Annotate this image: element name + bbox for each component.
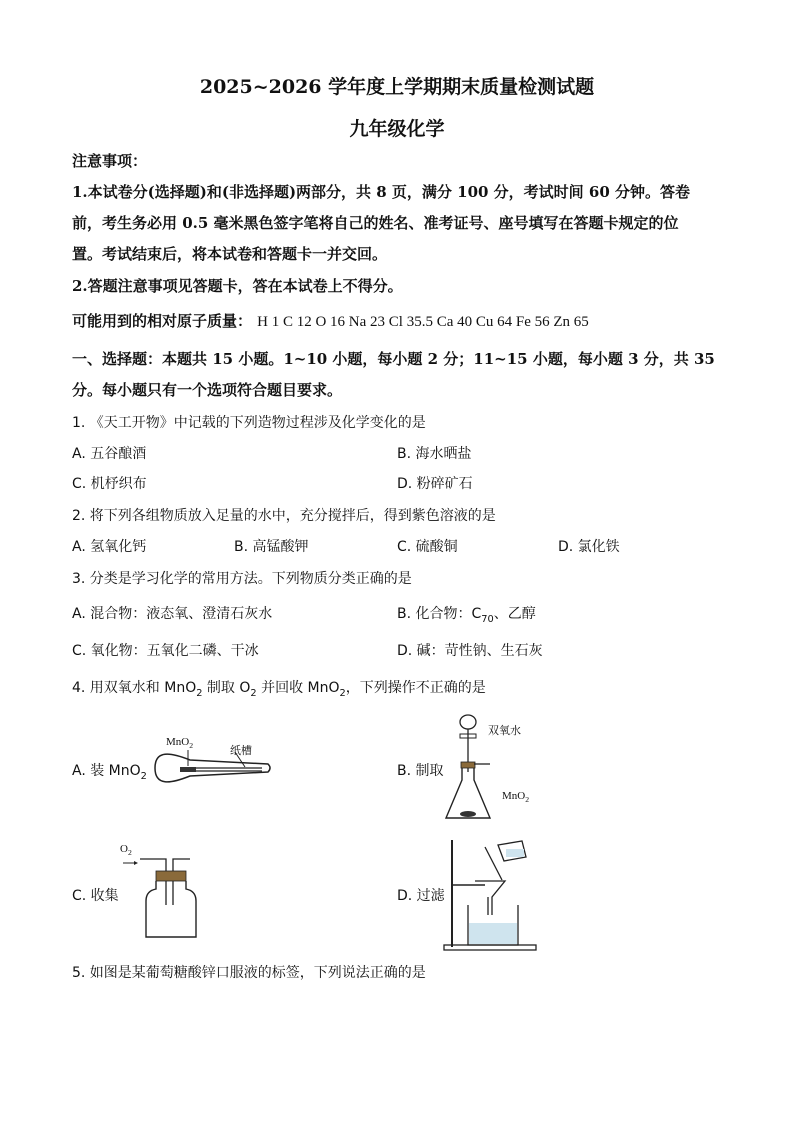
gas-bottle-figure: [118, 845, 198, 945]
exam-title: 2025~2026 学年度上学期期末质量检测试题: [199, 76, 595, 98]
section-heading-line-1: 一、选择题：本题共 15 小题。1~10 小题，每小题 2 分；11~15 小题，每小题 3 分，共 35: [72, 350, 715, 368]
exam-subtitle: 九年级化学: [349, 118, 445, 140]
q4-stem-part-1: 4. 用双氧水和 MnO: [72, 680, 197, 696]
q1-option-a: A. 五谷酿酒: [72, 446, 147, 462]
q3-option-b: [397, 603, 536, 625]
q4-stem-part-4: ，下列操作不正确的是: [345, 680, 486, 696]
label-h2o2: 双氧水: [488, 725, 521, 737]
notes-line-2: 前，考生务必用 0.5 毫米黑色签字笔将自己的姓名、准考证号、座号填写在答题卡规定的位: [72, 214, 679, 232]
q5-stem: 5. 如图是某葡萄糖酸锌口服液的标签，下列说法正确的是: [72, 965, 426, 981]
q4-option-a-sub: 2: [140, 770, 147, 782]
label-o2: $O_2$: [120, 843, 132, 858]
atomic-mass-line: [72, 310, 589, 331]
section-heading-line-2: 分。每小题只有一个选项符合题目要求。: [72, 381, 343, 399]
q3-option-c: C. 氧化物：五氧化二磷、干冰: [72, 643, 259, 659]
atomic-mass-values: H 1 C 12 O 16 Na 23 Cl 35.5 Ca 40 Cu 64 Fe 56 Zn 65: [257, 314, 589, 330]
atomic-mass-label: 可能用到的相对原子质量：: [72, 312, 253, 330]
filtration-figure: [440, 835, 540, 955]
q1-stem: 1. 《天工开物》中记载的下列造物过程涉及化学变化的是: [72, 415, 426, 431]
notes-line-1: 1.本试卷分(选择题)和(非选择题)两部分，共 8 页，满分 100 分，考试时间 60 分钟。答卷: [72, 183, 691, 201]
q4-stem: [72, 677, 486, 699]
q2-option-d: D. 氯化铁: [558, 539, 620, 555]
q1-option-b: B. 海水晒盐: [397, 446, 472, 462]
q3-option-d: D. 碱：苛性钠、生石灰: [397, 643, 543, 659]
q4-option-b: B. 制取: [397, 763, 444, 779]
q4-stem-part-3: 并回收 MnO: [256, 680, 340, 696]
q2-stem: 2. 将下列各组物质放入足量的水中，充分搅拌后，得到紫色溶液的是: [72, 508, 496, 524]
q3-option-b-subscript: 70: [481, 613, 494, 625]
q1-option-c: C. 机杼织布: [72, 476, 147, 492]
notes-line-3: 置。考试结束后，将本试卷和答题卡一并交回。: [72, 245, 388, 263]
q4-stem-part-2: 制取 O: [202, 680, 251, 696]
label-paper-trough: 纸槽: [230, 745, 252, 757]
notes-heading: 注意事项：: [72, 152, 148, 170]
q4-option-d: D. 过滤: [397, 888, 445, 904]
q2-option-a: A. 氢氧化钙: [72, 539, 147, 555]
q2-option-b: B. 高锰酸钾: [234, 539, 309, 555]
q4-sub-3: 2: [339, 687, 346, 699]
label-mno2-a: MnO$_2$: [166, 736, 194, 751]
q3-stem: 3. 分类是学习化学的常用方法。下列物质分类正确的是: [72, 571, 412, 587]
notes-line-4: 2.答题注意事项见答题卡，答在本试卷上不得分。: [72, 277, 403, 295]
q4-sub-1: 2: [196, 687, 203, 699]
q4-option-a: [72, 760, 147, 782]
q3-option-a: A. 混合物：液态氧、澄清石灰水: [72, 606, 273, 622]
q3-option-b-prefix: B. 化合物：C: [397, 606, 482, 622]
q1-option-d: D. 粉碎矿石: [397, 476, 473, 492]
q4-sub-2: 2: [250, 687, 257, 699]
label-mno2-b: MnO$_2$: [502, 790, 530, 805]
q3-option-b-suffix: 、乙醇: [493, 606, 536, 622]
q4-option-c: C. 收集: [72, 888, 119, 904]
q4-option-a-label: A. 装 MnO: [72, 763, 141, 779]
q2-option-c: C. 硫酸铜: [397, 539, 458, 555]
